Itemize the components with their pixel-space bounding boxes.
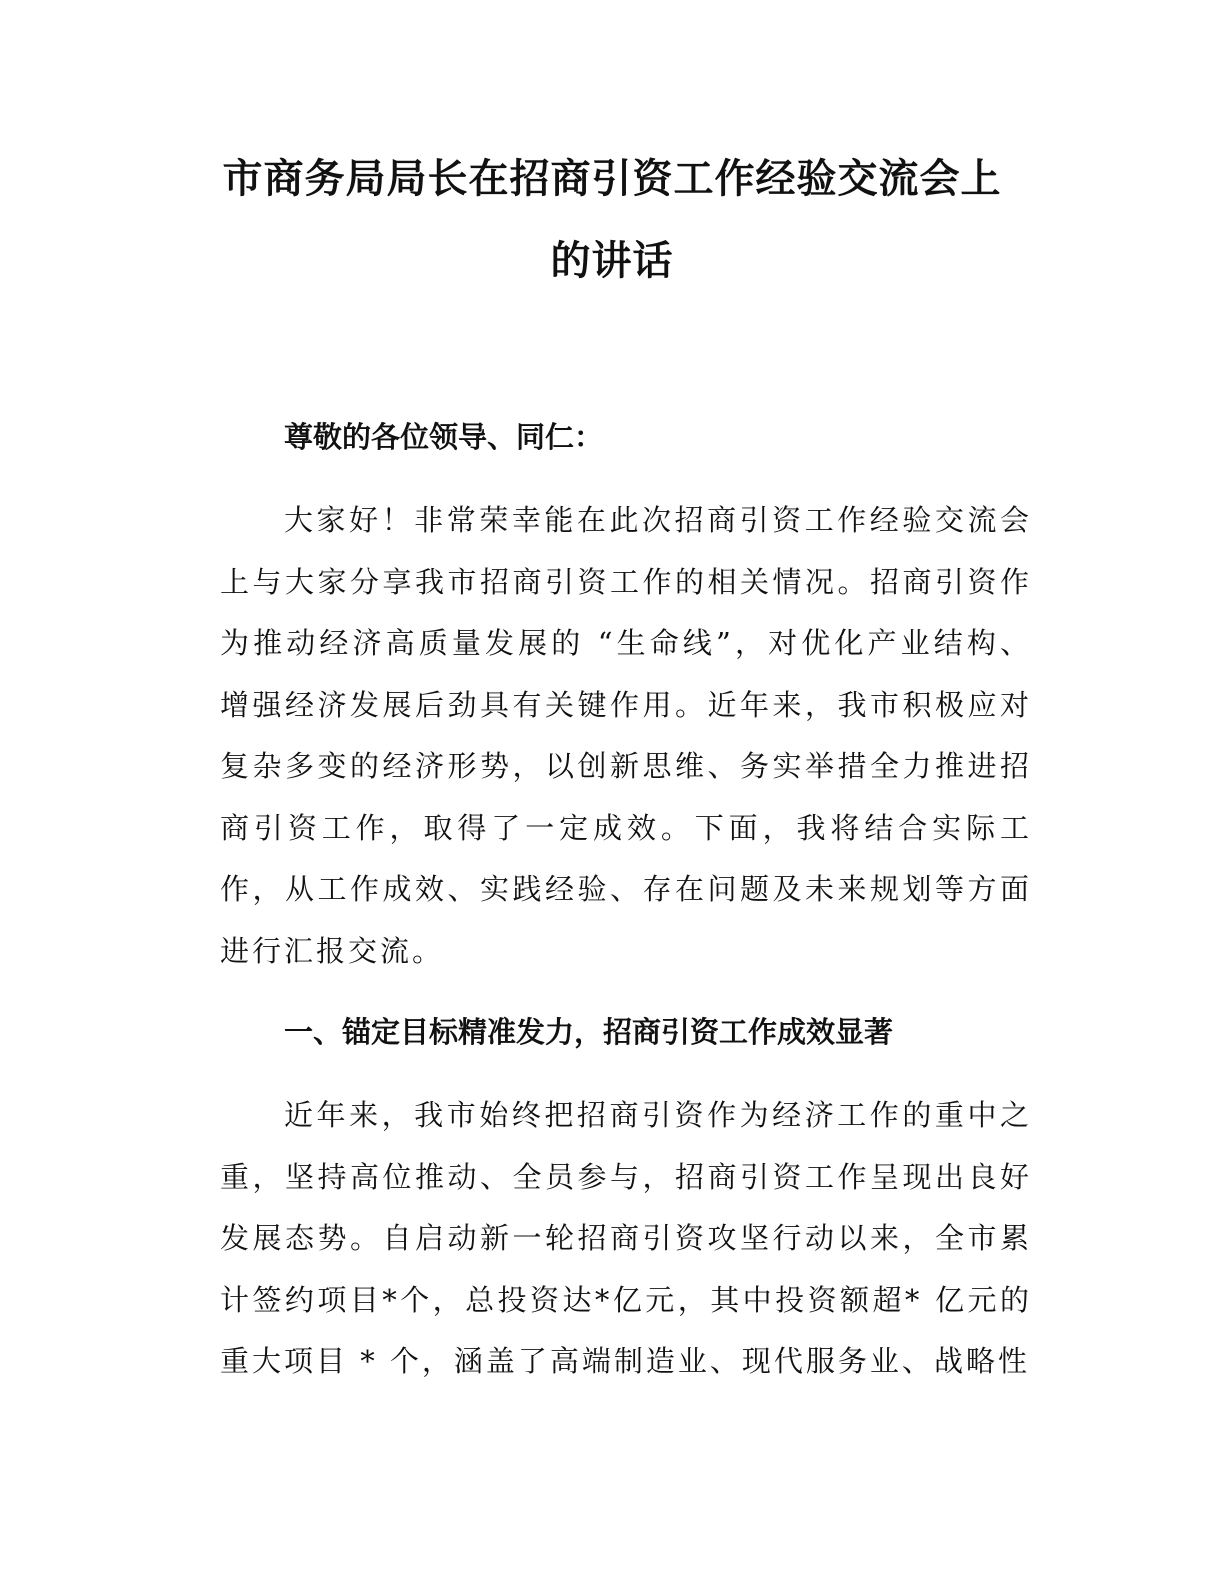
title-line-2: 的讲话 (550, 238, 674, 284)
title-line-1: 市商务局局长在招商引资工作经验交流会上 (222, 156, 1002, 202)
paragraph-section-1: 近年来，我市始终把招商引资作为经济工作的重中之重，坚持高位推动、全员参与，招商引资工作呈现出良好发展态势。自启动新一轮招商引资攻坚行动以来，全市累计签约项目*个，总投资达*亿元，其中投资额超* 亿元的重大项目 * 个，涵盖了高端制造业、现代服务业、战略性 (220, 1098, 1032, 1378)
paragraph-intro: 大家好！非常荣幸能在此次招商引资工作经验交流会上与大家分享我市招商引资工作的相关情况。招商引资作为推动经济高质量发展的 “生命线”，对优化产业结构、增强经济发展后劲具有关键作用。近年来，我市积极应对复杂多变的经济形势，以创新思维、务实举措全力推进招商引资工作，取得了一定成效。下面，我将结合实际工作，从工作成效、实践经验、存在问题及未来规划等方面进行汇报交流。 (220, 503, 1032, 968)
greeting: 尊敬的各位领导、同仁： (284, 420, 604, 454)
section-heading-1: 一、锚定目标精准发力，招商引资工作成效显著 (284, 1015, 894, 1049)
document-title (150, 138, 1074, 302)
